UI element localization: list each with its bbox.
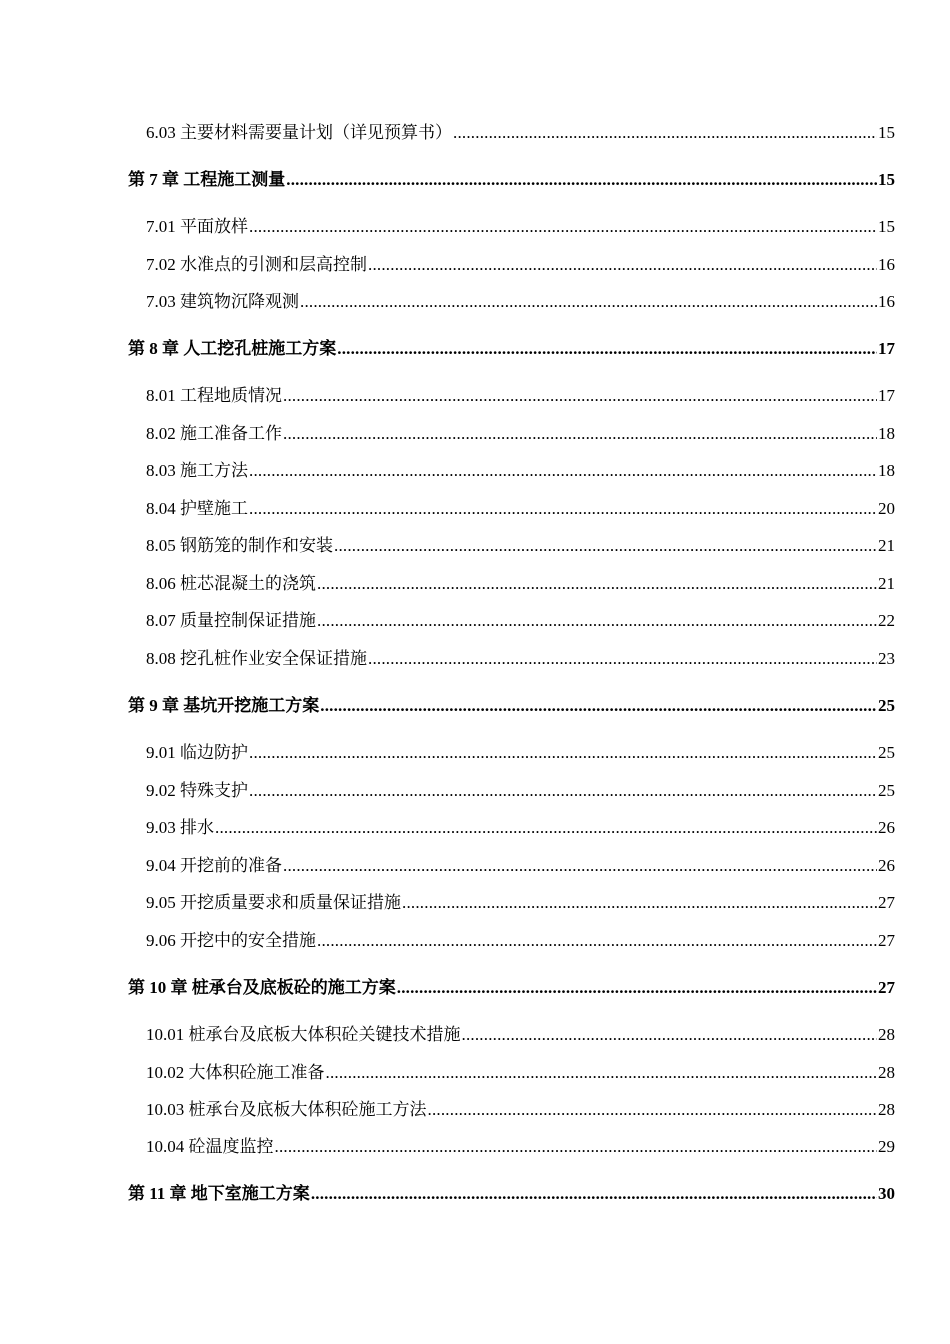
toc-entry[interactable]: [146, 535, 895, 557]
toc-entry-title: 7.03 建筑物沉降观测: [146, 292, 299, 311]
toc-entry-title: 9.04 开挖前的准备: [146, 856, 282, 875]
toc-entry-page: 15: [878, 217, 895, 236]
toc-entry-title: 10.04 砼温度监控: [146, 1137, 274, 1156]
toc-entry-page: 25: [878, 781, 895, 800]
toc-chapter-entry[interactable]: [128, 169, 895, 191]
dot-leader: [249, 460, 877, 482]
dot-leader: [249, 216, 877, 238]
toc-entry[interactable]: [146, 385, 895, 407]
dot-leader: [283, 855, 877, 877]
toc-entry[interactable]: [146, 254, 895, 276]
toc-entry-title: 第 9 章 基坑开挖施工方案: [128, 696, 320, 715]
dot-leader: [286, 169, 877, 191]
dot-leader: [317, 930, 877, 952]
toc-entry-title: 8.01 工程地质情况: [146, 386, 282, 405]
dot-leader: [337, 338, 877, 360]
toc-chapter-entry[interactable]: [128, 977, 895, 999]
toc-entry-page: 27: [878, 931, 895, 950]
toc-entry-page: 17: [878, 386, 895, 405]
toc-entry[interactable]: [146, 1099, 895, 1121]
dot-leader: [368, 648, 877, 670]
dot-leader: [462, 1024, 878, 1046]
toc-entry-page: 16: [878, 255, 895, 274]
toc-entry-title: 第 8 章 人工挖孔桩施工方案: [128, 339, 337, 358]
toc-entry[interactable]: [146, 930, 895, 952]
toc-entry-title: 8.02 施工准备工作: [146, 424, 282, 443]
toc-entry-title: 8.05 钢筋笼的制作和安装: [146, 536, 333, 555]
dot-leader: [428, 1099, 878, 1121]
toc-entry[interactable]: [146, 423, 895, 445]
toc-entry-title: 9.02 特殊支护: [146, 781, 248, 800]
toc-entry-title: 7.02 水准点的引测和层高控制: [146, 255, 367, 274]
toc-chapter-entry[interactable]: [128, 695, 895, 717]
toc-entry-page: 27: [878, 978, 895, 997]
toc-entry-title: 9.06 开挖中的安全措施: [146, 931, 316, 950]
dot-leader: [320, 695, 877, 717]
toc-entry[interactable]: [146, 216, 895, 238]
toc-entry[interactable]: [146, 498, 895, 520]
toc-entry-page: 26: [878, 856, 895, 875]
dot-leader: [311, 1183, 877, 1205]
toc-entry[interactable]: [146, 855, 895, 877]
toc-entry-title: 第 7 章 工程施工测量: [128, 170, 286, 189]
toc-entry-title: 9.03 排水: [146, 818, 214, 837]
toc-chapter-entry[interactable]: [128, 1183, 895, 1205]
toc-entry-page: 16: [878, 292, 895, 311]
toc-entry-page: 25: [878, 743, 895, 762]
toc-entry[interactable]: [146, 122, 895, 144]
dot-leader: [283, 423, 877, 445]
toc-entry-page: 27: [878, 893, 895, 912]
toc-entry-page: 28: [878, 1100, 895, 1119]
toc-entry-title: 10.01 桩承台及底板大体积砼关键技术措施: [146, 1025, 461, 1044]
dot-leader: [249, 742, 877, 764]
toc-entry-page: 28: [878, 1025, 895, 1044]
toc-entry-page: 29: [878, 1137, 895, 1156]
toc-entry-title: 第 10 章 桩承台及底板砼的施工方案: [128, 978, 396, 997]
toc-entry-title: 6.03 主要材料需要量计划（详见预算书）: [146, 123, 452, 142]
toc-entry-title: 7.01 平面放样: [146, 217, 248, 236]
toc-entry-title: 9.01 临边防护: [146, 743, 248, 762]
toc-entry-page: 18: [878, 424, 895, 443]
dot-leader: [275, 1136, 878, 1158]
toc-entry-page: 21: [878, 536, 895, 555]
toc-entry[interactable]: [146, 460, 895, 482]
toc-entry[interactable]: [146, 817, 895, 839]
toc-entry[interactable]: [146, 291, 895, 313]
toc-chapter-entry[interactable]: [128, 338, 895, 360]
toc-entry[interactable]: [146, 892, 895, 914]
toc-entry-title: 8.08 挖孔桩作业安全保证措施: [146, 649, 367, 668]
toc-entry[interactable]: [146, 648, 895, 670]
toc-entry-page: 25: [878, 696, 895, 715]
dot-leader: [402, 892, 877, 914]
dot-leader: [215, 817, 877, 839]
dot-leader: [249, 780, 877, 802]
toc-entry-title: 8.03 施工方法: [146, 461, 248, 480]
dot-leader: [317, 610, 877, 632]
toc-entry-page: 23: [878, 649, 895, 668]
toc-entry[interactable]: [146, 1024, 895, 1046]
toc-entry-title: 第 11 章 地下室施工方案: [128, 1184, 310, 1203]
toc-entry-page: 28: [878, 1063, 895, 1082]
toc-entry[interactable]: [146, 780, 895, 802]
toc-entry[interactable]: [146, 610, 895, 632]
dot-leader: [300, 291, 877, 313]
toc-entry-page: 20: [878, 499, 895, 518]
dot-leader: [283, 385, 877, 407]
toc-entry-title: 9.05 开挖质量要求和质量保证措施: [146, 893, 401, 912]
toc-entry-title: 8.06 桩芯混凝土的浇筑: [146, 574, 316, 593]
toc-entry[interactable]: [146, 1062, 895, 1084]
dot-leader: [397, 977, 877, 999]
toc-entry-title: 8.04 护壁施工: [146, 499, 248, 518]
dot-leader: [326, 1062, 878, 1084]
toc-entry[interactable]: [146, 1136, 895, 1158]
toc-entry-title: 10.03 桩承台及底板大体积砼施工方法: [146, 1100, 427, 1119]
toc-entry-page: 22: [878, 611, 895, 630]
toc-entry-page: 15: [878, 170, 895, 189]
toc-entry-title: 10.02 大体积砼施工准备: [146, 1063, 325, 1082]
toc-entry-page: 17: [878, 339, 895, 358]
dot-leader: [368, 254, 877, 276]
toc-entry-page: 18: [878, 461, 895, 480]
toc-entry-page: 15: [878, 123, 895, 142]
toc-entry-page: 30: [878, 1184, 895, 1203]
dot-leader: [317, 573, 877, 595]
toc-entry-page: 21: [878, 574, 895, 593]
dot-leader: [334, 535, 877, 557]
toc-entry-title: 8.07 质量控制保证措施: [146, 611, 316, 630]
toc-entry[interactable]: [146, 742, 895, 764]
dot-leader: [453, 122, 877, 144]
dot-leader: [249, 498, 877, 520]
toc-entry[interactable]: [146, 573, 895, 595]
toc-entry-page: 26: [878, 818, 895, 837]
